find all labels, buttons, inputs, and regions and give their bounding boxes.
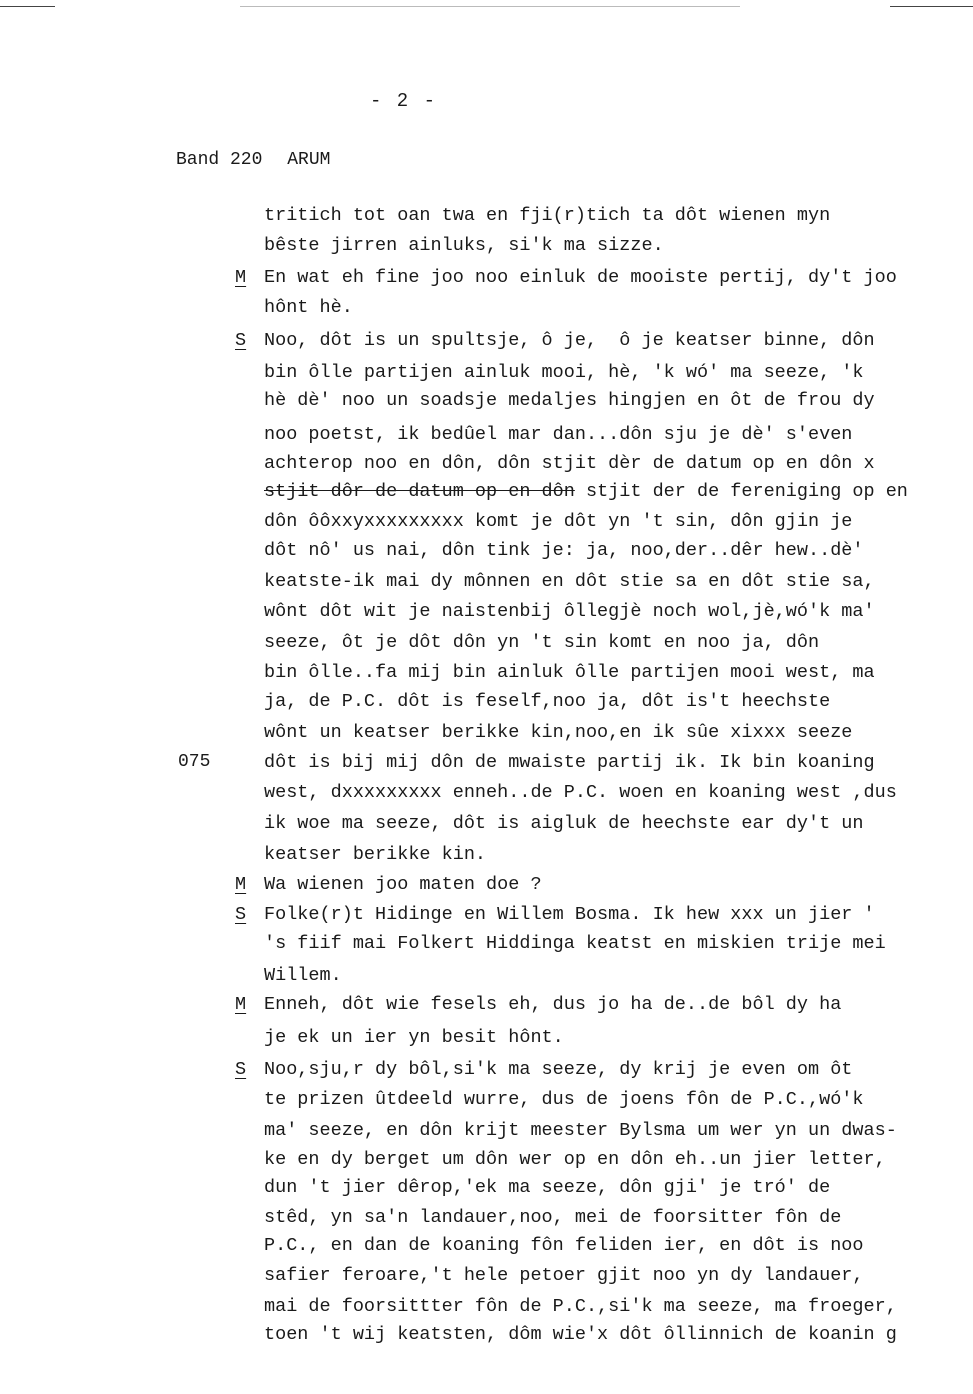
transcript-line — [264, 1177, 969, 1198]
place-label: ARUM — [287, 150, 331, 170]
line-text: dôt nô' us nai, dôn tink je: ja, noo,der..dêr hew..dè' — [264, 540, 864, 561]
line-text: je ek un ier yn besit hônt. — [264, 1027, 564, 1048]
line-text: bin ôlle partijen ainluk mooi, hè, 'k wó' ma seeze, 'k — [264, 362, 864, 383]
line-text: west, dxxxxxxxxx enneh..de P.C. woen en koaning west ,dus — [264, 782, 897, 803]
line-text: dôt is bij mij dôn de mwaiste partij ik. Ik bin koaning — [264, 752, 875, 773]
line-text: hè dè' noo un soadsje medaljes hingjen en ôt de frou dy — [264, 390, 875, 411]
margin-line-number: 075 — [178, 752, 211, 772]
transcript-line — [264, 1120, 969, 1141]
speaker-label: M — [235, 267, 247, 288]
transcript-line — [264, 1235, 969, 1256]
transcript-line — [264, 1324, 969, 1345]
transcript-line — [264, 540, 969, 561]
line-text: wônt dôt wit je naistenbij ôllegjè noch wol,jè,wó'k ma' — [264, 601, 875, 622]
transcript-line — [264, 267, 969, 288]
line-text: ma' seeze, en dôn krijt meester Bylsma um wer yn un dwas- — [264, 1120, 897, 1141]
line-text: ke en dy berget um dôn wer op en dôn eh..un jier letter, — [264, 1149, 886, 1170]
line-text: wônt un keatser berikke kin,noo,en ik sûe xixxx seeze — [264, 722, 853, 743]
transcript-line — [264, 601, 969, 622]
line-text: Enneh, dôt wie fesels eh, dus jo ha de..de bôl dy ha — [264, 994, 842, 1015]
line-text: dun 't jier dêrop,'ek ma seeze, dôn gji' je tró' de — [264, 1177, 831, 1198]
line-text: En wat eh fine joo noo einluk de mooiste pertij, dy't joo — [264, 267, 897, 288]
line-text: keatser berikke kin. — [264, 844, 487, 865]
transcript-line — [264, 1265, 969, 1286]
line-text: keatste-ik mai dy mônnen en dôt stie sa en dôt stie sa, — [264, 571, 875, 592]
top-rule-left — [0, 6, 55, 7]
transcript-line — [264, 994, 969, 1015]
speaker-label: S — [235, 330, 247, 351]
transcript-line — [264, 782, 969, 803]
transcript-line — [264, 904, 969, 925]
transcript-line — [264, 424, 969, 445]
line-text: P.C., en dan de koaning fôn feliden ier, en dôt is noo — [264, 1235, 864, 1256]
line-text: Folke(r)t Hidinge en Willem Bosma. Ik hew xxx un jier ' — [264, 904, 875, 925]
transcript-line — [264, 662, 969, 683]
struck-text: stjit dôr de datum op en dôn — [264, 481, 575, 502]
transcript-line — [264, 1059, 969, 1080]
line-text: stjit der de fereniging op en — [574, 481, 908, 502]
top-rule-right — [890, 6, 973, 7]
transcript-line — [264, 1089, 969, 1110]
line-text: Willem. — [264, 965, 342, 986]
transcript-line — [264, 481, 969, 502]
line-text: achterop noo en dôn, dôn stjit dèr de datum op en dôn x — [264, 453, 875, 474]
line-text: dôn ôôxxyxxxxxxxxx komt je dôt yn 't sin, dôn gjin je — [264, 511, 853, 532]
line-text: 's fiif mai Folkert Hiddinga keatst en miskien trije mei — [264, 933, 886, 954]
line-text: toen 't wij keatsten, dôm wie'x dôt ôllinnich de koanin g — [264, 1324, 897, 1345]
transcript-line — [264, 813, 969, 834]
transcript-line — [264, 691, 969, 712]
transcript-line — [264, 571, 969, 592]
transcript-line — [264, 1207, 969, 1228]
line-text: ik woe ma seeze, dôt is aigluk de heechste ear dy't un — [264, 813, 864, 834]
line-text: mai de foorsittter fôn de P.C.,si'k ma seeze, ma froeger, — [264, 1296, 897, 1317]
line-text: ja, de P.C. dôt is feself,noo ja, dôt is't heechste — [264, 691, 831, 712]
transcript-line — [264, 330, 969, 351]
line-text: stêd, yn sa'n landauer,noo, mei de foorsitter fôn de — [264, 1207, 842, 1228]
line-text: bêste jirren ainluks, si'k ma sizze. — [264, 235, 664, 256]
line-text: hônt hè. — [264, 297, 353, 318]
transcript-line — [264, 205, 969, 226]
line-text: safier feroare,'t hele petoer gjit noo yn dy landauer, — [264, 1265, 864, 1286]
transcript-line — [264, 297, 969, 318]
document-header — [176, 150, 344, 170]
speaker-label: S — [235, 1059, 247, 1080]
transcript-line — [264, 1149, 969, 1170]
band-label: Band 220 — [176, 150, 263, 170]
transcript-line — [264, 362, 969, 383]
transcript-line — [264, 844, 969, 865]
transcript-line — [264, 874, 969, 895]
transcript-line — [264, 965, 969, 986]
transcript-line — [264, 511, 969, 532]
line-text: tritich tot oan twa en fji(r)tich ta dôt wienen myn — [264, 205, 831, 226]
line-text: bin ôlle..fa mij bin ainluk ôlle partijen mooi west, ma — [264, 662, 875, 683]
transcript-line — [264, 933, 969, 954]
transcript-line — [264, 1296, 969, 1317]
transcript-line — [264, 453, 969, 474]
transcript-line — [264, 632, 969, 653]
line-text: te prizen ûtdeeld wurre, dus de joens fôn de P.C.,wó'k — [264, 1089, 864, 1110]
top-rule-mid — [240, 6, 740, 7]
speaker-label: M — [235, 994, 247, 1015]
line-text: Wa wienen joo maten doe ? — [264, 874, 542, 895]
line-text: Noo, dôt is un spultsje, ô je, ô je keatser binne, dôn — [264, 330, 875, 351]
transcript-line — [264, 752, 969, 773]
transcript-line — [264, 722, 969, 743]
speaker-label: M — [235, 874, 247, 895]
transcript-line — [264, 235, 969, 256]
transcript-line — [264, 390, 969, 411]
speaker-label: S — [235, 904, 247, 925]
transcript-line — [264, 1027, 969, 1048]
page-number: - 2 - — [370, 90, 438, 112]
line-text: seeze, ôt je dôt dôn yn 't sin komt en noo ja, dôn — [264, 632, 820, 653]
line-text: Noo,sju,r dy bôl,si'k ma seeze, dy krij je even om ôt — [264, 1059, 853, 1080]
line-text: noo poetst, ik bedûel mar dan...dôn sju je dè' s'even — [264, 424, 853, 445]
